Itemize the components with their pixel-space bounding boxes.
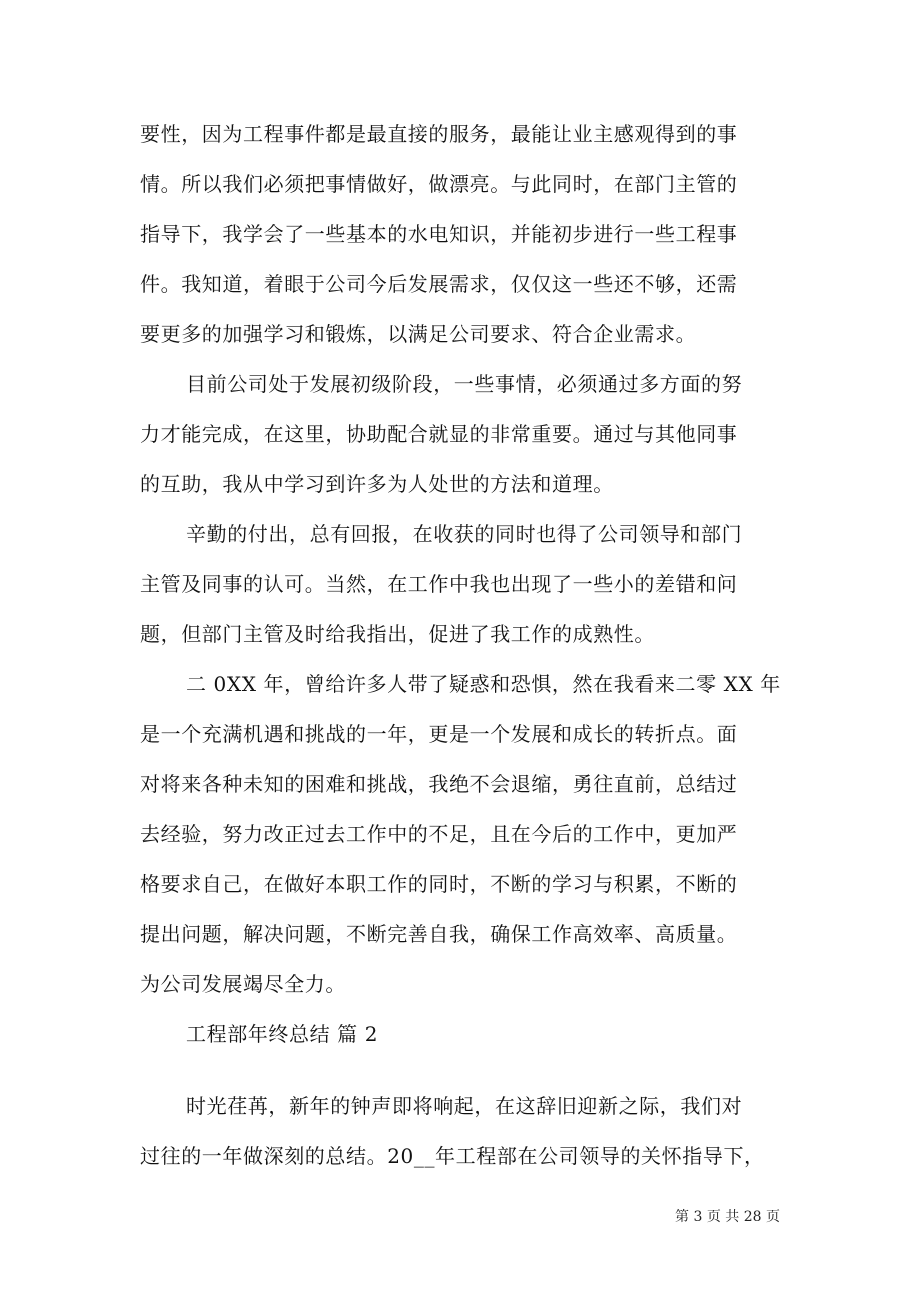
text-line: 二 0XX 年，曾给许多人带了疑惑和恐惧，然在我看来二零 XX 年 (186, 672, 781, 696)
text-line: 情。所以我们必须把事情做好，做漂亮。与此同时，在部门主管的 (140, 172, 738, 196)
text-line: 过往的一年做深刻的总结。20__年工程部在公司领导的关怀指导下， (140, 1144, 765, 1168)
page-number-footer: 第 3 页 共 28 页 (675, 1209, 780, 1225)
text-line: 要性，因为工程事件都是最直接的服务，最能让业主感观得到的事 (140, 122, 738, 146)
text-line: 题，但部门主管及时给我指出，促进了我工作的成熟性。 (140, 622, 655, 646)
text-line: 去经验，努力改正过去工作中的不足，且在今后的工作中，更加严 (140, 822, 738, 846)
text-line: 指导下，我学会了一些基本的水电知识，并能初步进行一些工程事 (140, 222, 738, 246)
text-line: 是一个充满机遇和挑战的一年，更是一个发展和成长的转折点。面 (140, 722, 738, 746)
text-line: 力才能完成，在这里，协助配合就显的非常重要。通过与其他同事 (140, 422, 738, 446)
text-line: 目前公司处于发展初级阶段，一些事情，必须通过多方面的努 (186, 372, 743, 396)
text-line: 主管及同事的认可。当然，在工作中我也出现了一些小的差错和问 (140, 572, 738, 596)
text-line: 辛勤的付出，总有回报，在收获的同时也得了公司领导和部门 (186, 522, 743, 546)
text-line: 格要求自己，在做好本职工作的同时，不断的学习与积累，不断的 (140, 872, 738, 896)
text-line: 为公司发展竭尽全力。 (140, 972, 346, 996)
text-line: 提出问题，解决问题，不断完善自我，确保工作高效率、高质量。 (140, 922, 738, 946)
text-line: 时光荏苒，新年的钟声即将响起，在这辞旧迎新之际，我们对 (186, 1094, 743, 1118)
section-heading: 工程部年终总结 篇 2 (186, 1022, 379, 1046)
text-line: 的互助，我从中学习到许多为人处世的方法和道理。 (140, 472, 614, 496)
text-line: 要更多的加强学习和锻炼，以满足公司要求、符合企业需求。 (140, 322, 697, 346)
text-line: 对将来各种未知的困难和挑战，我绝不会退缩，勇往直前，总结过 (140, 772, 738, 796)
text-line: 件。我知道，着眼于公司今后发展需求，仅仅这一些还不够，还需 (140, 272, 738, 296)
